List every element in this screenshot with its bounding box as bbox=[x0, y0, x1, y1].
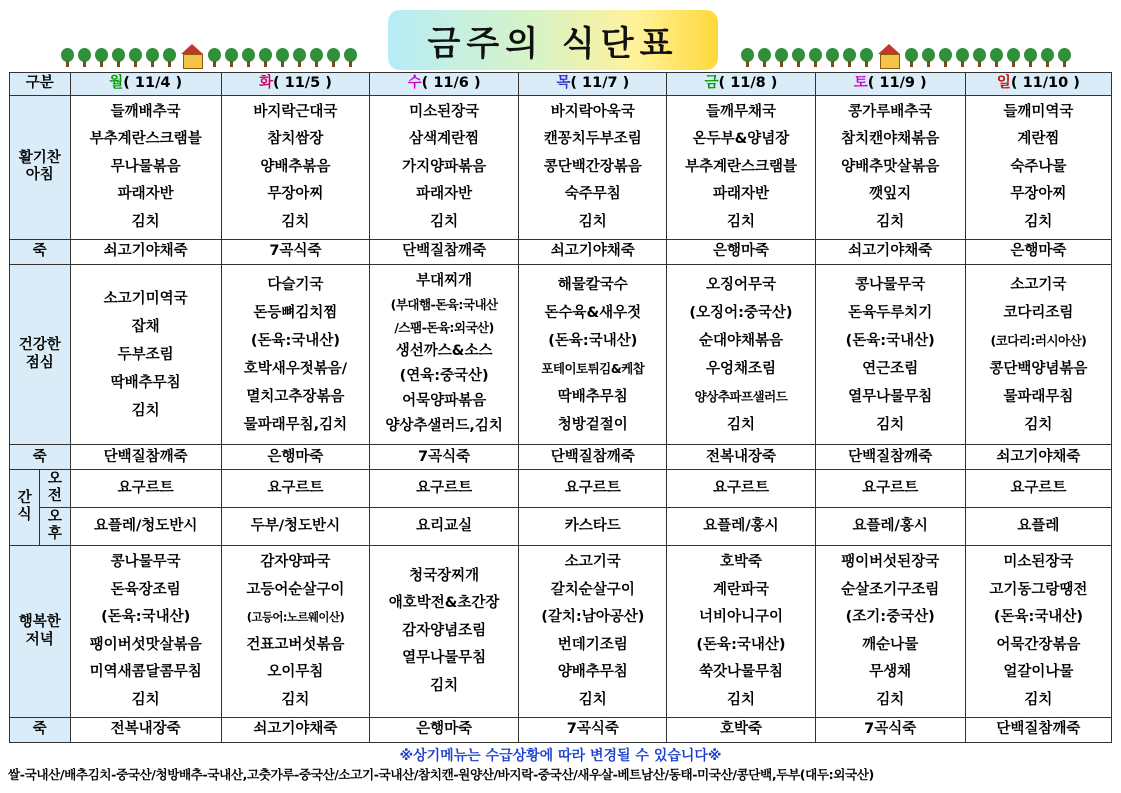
menu-item: 가지양파볶음 bbox=[402, 158, 487, 175]
snack-afternoon-row bbox=[10, 507, 1112, 545]
tree-icon bbox=[808, 48, 823, 68]
row-label-line: 행복한 bbox=[18, 614, 61, 631]
snack-item: 요플레 bbox=[965, 507, 1111, 545]
lunch-tue bbox=[221, 264, 369, 445]
menu-item: 계란찜 bbox=[1017, 131, 1060, 148]
tree-icon bbox=[326, 48, 341, 68]
snack-pm-label bbox=[40, 507, 70, 545]
day-name: 수 bbox=[407, 75, 422, 92]
snack-item: 요구르트 bbox=[815, 470, 965, 508]
menu-item: (오징어:중국산) bbox=[689, 304, 793, 321]
menu-item: 포테이토튀김&케찹 bbox=[541, 360, 645, 376]
porridge-item: 단백질참깨죽 bbox=[70, 445, 221, 470]
menu-item: 호박죽 bbox=[719, 554, 762, 571]
menu-item: 소고기미역국 bbox=[103, 290, 188, 307]
porridge-item: 쇠고기야채죽 bbox=[519, 240, 667, 265]
menu-item: 김치 bbox=[876, 213, 905, 230]
tree-icon bbox=[258, 48, 273, 68]
day-name: 목 bbox=[556, 75, 571, 92]
menu-item: 미역새콤달콤무침 bbox=[89, 664, 202, 681]
menu-item: /스팸-돈육:외국산) bbox=[394, 320, 494, 336]
day-name: 일 bbox=[996, 75, 1011, 92]
change-notice: ※상기메뉴는 수급상황에 따라 변경될 수 있습니다※ bbox=[399, 748, 722, 764]
menu-item: 미소된장국 bbox=[409, 103, 480, 120]
day-date: ( 11/5 ) bbox=[272, 75, 332, 92]
porridge-item: 전복내장죽 bbox=[70, 718, 221, 743]
dinner-tue bbox=[221, 545, 369, 717]
menu-item: 김치 bbox=[1024, 213, 1053, 230]
dinner-label bbox=[10, 545, 71, 717]
menu-item: (고등어:노르웨이산) bbox=[246, 610, 345, 625]
tree-icon bbox=[774, 48, 789, 68]
tree-icon bbox=[989, 48, 1004, 68]
menu-item: 김치 bbox=[131, 402, 160, 419]
snack-item: 요플레/홍시 bbox=[815, 507, 965, 545]
menu-item: 부대찌개 bbox=[416, 273, 473, 290]
menu-item: 어묵양파볶음 bbox=[402, 393, 487, 410]
menu-item: (갈치:남아공산) bbox=[541, 609, 645, 626]
menu-item: 다슬기국 bbox=[267, 276, 324, 293]
menu-item: 콩단백양념볶음 bbox=[989, 360, 1088, 377]
menu-item: 온두부&양념장 bbox=[692, 131, 790, 148]
tree-icon bbox=[224, 48, 239, 68]
tree-icon bbox=[292, 48, 307, 68]
menu-item: 너비아니구이 bbox=[698, 609, 783, 626]
menu-item: 돈등뼈김치찜 bbox=[253, 304, 338, 321]
row-label-line: 오 bbox=[47, 509, 62, 526]
menu-item: 바지락아욱국 bbox=[550, 103, 635, 120]
tree-icon bbox=[275, 48, 290, 68]
porridge-item: 쇠고기야채죽 bbox=[815, 240, 965, 265]
porridge-item: 7곡식죽 bbox=[815, 718, 965, 743]
tree-icon bbox=[94, 48, 109, 68]
snack-item: 요플레/홍시 bbox=[667, 507, 815, 545]
menu-item: 청국장찌개 bbox=[409, 567, 480, 584]
menu-item: 무생채 bbox=[869, 664, 912, 681]
menu-item: 무나물볶음 bbox=[110, 158, 181, 175]
lunch-label bbox=[10, 264, 71, 445]
porridge-item: 7곡식죽 bbox=[221, 240, 369, 265]
dinner-porridge-row bbox=[10, 718, 1112, 743]
menu-item: (부대햄-돈육:국내산 bbox=[390, 297, 498, 313]
porridge-item: 7곡식죽 bbox=[370, 445, 519, 470]
menu-item: 소고기국 bbox=[564, 554, 621, 571]
porridge-item: 쇠고기야채죽 bbox=[70, 240, 221, 265]
tree-icon bbox=[859, 48, 874, 68]
menu-item: 번데기조림 bbox=[557, 636, 628, 653]
tree-icon bbox=[791, 48, 806, 68]
menu-item: 양배추볶음 bbox=[260, 158, 331, 175]
menu-item: 삼색계란찜 bbox=[409, 131, 480, 148]
menu-item: 고등어순살구이 bbox=[246, 581, 345, 598]
menu-item: 깻잎지 bbox=[869, 186, 912, 203]
day-name: 토 bbox=[853, 75, 868, 92]
snack-label bbox=[10, 470, 40, 546]
snack-item: 두부/청도반시 bbox=[221, 507, 369, 545]
menu-item: (돈육:국내산) bbox=[548, 332, 638, 349]
porridge-item: 단백질참깨죽 bbox=[519, 445, 667, 470]
menu-item: 김치 bbox=[876, 416, 905, 433]
row-label-line: 간 bbox=[17, 490, 32, 507]
menu-item: 김치 bbox=[281, 691, 310, 708]
menu-item: 애호박전&초간장 bbox=[388, 595, 500, 612]
day-name: 월 bbox=[109, 75, 124, 92]
snack-item: 요구르트 bbox=[519, 470, 667, 508]
breakfast-thu bbox=[519, 95, 667, 240]
menu-item: 미소된장국 bbox=[1003, 554, 1074, 571]
origin-note: 쌀-국내산/배추김치-중국산/청방배추-국내산,고춧가루-중국산/소고기-국내산/참치캔-원양산/바지락-중국산/새우살-베트남산/동태-미국산/콩단백,두부(대두:외국산) bbox=[8, 767, 874, 782]
day-date: ( 11/4 ) bbox=[123, 75, 183, 92]
menu-item: 들깨배추국 bbox=[110, 103, 181, 120]
day-header-sun bbox=[965, 73, 1111, 96]
header-row bbox=[10, 73, 1112, 96]
menu-item: 돈육장조림 bbox=[110, 581, 181, 598]
day-header-mon bbox=[70, 73, 221, 96]
menu-item: (돈육:국내산) bbox=[250, 332, 340, 349]
menu-item: 팽이버섯된장국 bbox=[841, 554, 940, 571]
row-label-line: 후 bbox=[47, 526, 62, 543]
tree-icon bbox=[343, 48, 358, 68]
porridge-item: 은행마죽 bbox=[221, 445, 369, 470]
menu-item: 호박새우젓볶음/ bbox=[243, 360, 348, 377]
menu-item: 김치 bbox=[131, 691, 160, 708]
title-banner bbox=[388, 10, 718, 70]
menu-item: 열무나물무침 bbox=[402, 650, 487, 667]
menu-item: 고기동그랑땡전 bbox=[989, 581, 1088, 598]
porridge-label: 죽 bbox=[10, 445, 71, 470]
menu-item: 순살조기구조림 bbox=[841, 581, 940, 598]
tree-icon bbox=[309, 48, 324, 68]
porridge-item: 전복내장죽 bbox=[667, 445, 815, 470]
dinner-fri bbox=[667, 545, 815, 717]
snack-morning-row bbox=[10, 470, 1112, 508]
menu-item: 감자양념조림 bbox=[402, 622, 487, 639]
day-header-fri bbox=[667, 73, 815, 96]
day-name: 화 bbox=[258, 75, 273, 92]
menu-table bbox=[9, 72, 1112, 743]
menu-item: 계란파국 bbox=[712, 581, 769, 598]
breakfast-fri bbox=[667, 95, 815, 240]
menu-item: 참치쌈장 bbox=[267, 131, 324, 148]
lunch-row bbox=[10, 264, 1112, 445]
menu-item: 콩가루배추국 bbox=[848, 103, 933, 120]
lunch-thu bbox=[519, 264, 667, 445]
menu-item: 우엉채조림 bbox=[705, 360, 776, 377]
tree-icon bbox=[128, 48, 143, 68]
breakfast-label bbox=[10, 95, 71, 240]
breakfast-tue bbox=[221, 95, 369, 240]
lunch-sun bbox=[965, 264, 1111, 445]
menu-item: 소고기국 bbox=[1010, 276, 1067, 293]
menu-item: 콩나물무국 bbox=[855, 276, 926, 293]
day-date: ( 11/7 ) bbox=[570, 75, 630, 92]
row-label-line: 건강한 bbox=[18, 337, 61, 354]
breakfast-porridge-row bbox=[10, 240, 1112, 265]
tree-decoration-right bbox=[740, 42, 1072, 68]
menu-item: 부추계란스크램블 bbox=[684, 158, 797, 175]
menu-item: 연근조림 bbox=[862, 360, 919, 377]
lunch-porridge-row bbox=[10, 445, 1112, 470]
breakfast-row bbox=[10, 95, 1112, 240]
porridge-item: 은행마죽 bbox=[370, 718, 519, 743]
menu-item: 김치 bbox=[281, 213, 310, 230]
dinner-thu bbox=[519, 545, 667, 717]
row-label-line: 저녁 bbox=[25, 631, 54, 648]
page-title: 금주의 식단표 bbox=[427, 23, 679, 64]
snack-am-label bbox=[40, 470, 70, 508]
menu-item: 캔꽁치두부조림 bbox=[543, 131, 642, 148]
menu-item: 딱배추무침 bbox=[557, 388, 628, 405]
lunch-wed bbox=[370, 264, 519, 445]
row-label-line: 오 bbox=[47, 471, 62, 488]
menu-item: 오이무침 bbox=[267, 664, 324, 681]
menu-item: 콩단백간장볶음 bbox=[543, 158, 642, 175]
tree-icon bbox=[972, 48, 987, 68]
menu-item: 김치 bbox=[726, 416, 755, 433]
menu-item: 김치 bbox=[131, 213, 160, 230]
menu-item: 오징어무국 bbox=[705, 276, 776, 293]
porridge-item: 은행마죽 bbox=[667, 240, 815, 265]
lunch-mon bbox=[70, 264, 221, 445]
porridge-item: 단백질참깨죽 bbox=[965, 718, 1111, 743]
row-label-line: 전 bbox=[47, 488, 62, 505]
tree-icon bbox=[757, 48, 772, 68]
menu-item: 물파래무침,김치 bbox=[243, 416, 348, 433]
house-icon bbox=[181, 44, 203, 68]
menu-item: 김치 bbox=[1024, 691, 1053, 708]
menu-item: 김치 bbox=[726, 213, 755, 230]
dinner-mon bbox=[70, 545, 221, 717]
porridge-item: 7곡식죽 bbox=[519, 718, 667, 743]
tree-icon bbox=[1040, 48, 1055, 68]
menu-item: (조기:중국산) bbox=[845, 609, 935, 626]
day-header-wed bbox=[370, 73, 519, 96]
day-name: 금 bbox=[704, 75, 719, 92]
menu-item: 김치 bbox=[876, 691, 905, 708]
snack-item: 요구르트 bbox=[221, 470, 369, 508]
menu-item: 건표고버섯볶음 bbox=[246, 636, 345, 653]
menu-item: 깨순나물 bbox=[862, 636, 919, 653]
tree-icon bbox=[740, 48, 755, 68]
day-date: ( 11/10 ) bbox=[1010, 75, 1080, 92]
tree-icon bbox=[162, 48, 177, 68]
menu-item: 파래자반 bbox=[416, 186, 473, 203]
day-date: ( 11/8 ) bbox=[718, 75, 778, 92]
breakfast-wed bbox=[370, 95, 519, 240]
snack-item: 요구르트 bbox=[667, 470, 815, 508]
porridge-item: 단백질참깨죽 bbox=[370, 240, 519, 265]
menu-item: 두부조림 bbox=[117, 346, 174, 363]
menu-item: 무장아찌 bbox=[267, 186, 324, 203]
snack-item: 요리교실 bbox=[370, 507, 519, 545]
porridge-item: 단백질참깨죽 bbox=[815, 445, 965, 470]
day-header-thu bbox=[519, 73, 667, 96]
menu-item: 쑥갓나물무침 bbox=[698, 664, 783, 681]
snack-item: 요구르트 bbox=[965, 470, 1111, 508]
dinner-sun bbox=[965, 545, 1111, 717]
header-label: 구분 bbox=[10, 73, 71, 96]
tree-icon bbox=[207, 48, 222, 68]
snack-item: 카스타드 bbox=[519, 507, 667, 545]
menu-item: 양상추샐러드,김치 bbox=[385, 418, 503, 435]
house-icon bbox=[878, 44, 900, 68]
menu-item: 돈육두루치기 bbox=[848, 304, 933, 321]
lunch-fri bbox=[667, 264, 815, 445]
breakfast-sun bbox=[965, 95, 1111, 240]
tree-icon bbox=[1006, 48, 1021, 68]
menu-item: 김치 bbox=[578, 691, 607, 708]
menu-item: (코다리:러시아산) bbox=[990, 332, 1087, 348]
menu-item: 어묵간장볶음 bbox=[996, 636, 1081, 653]
breakfast-mon bbox=[70, 95, 221, 240]
snack-item: 요플레/청도반시 bbox=[70, 507, 221, 545]
menu-item: 참치캔야채볶음 bbox=[841, 131, 940, 148]
tree-icon bbox=[904, 48, 919, 68]
day-header-tue bbox=[221, 73, 369, 96]
menu-item: 숙주무침 bbox=[564, 186, 621, 203]
tree-icon bbox=[955, 48, 970, 68]
tree-icon bbox=[77, 48, 92, 68]
menu-item: 숙주나물 bbox=[1010, 158, 1067, 175]
menu-item: (돈육:국내산) bbox=[101, 609, 191, 626]
menu-item: 김치 bbox=[430, 213, 459, 230]
snack-item: 요구르트 bbox=[370, 470, 519, 508]
menu-item: 파래자반 bbox=[117, 186, 174, 203]
day-date: ( 11/9 ) bbox=[867, 75, 927, 92]
menu-item: (돈육:국내산) bbox=[696, 636, 786, 653]
row-label-line: 활기찬 bbox=[18, 150, 61, 166]
menu-item: 양배추맛살볶음 bbox=[841, 158, 940, 175]
tree-icon bbox=[145, 48, 160, 68]
menu-item: 순대야채볶음 bbox=[698, 332, 783, 349]
menu-item: 코다리조림 bbox=[1003, 304, 1074, 321]
day-date: ( 11/6 ) bbox=[421, 75, 481, 92]
porridge-item: 은행마죽 bbox=[965, 240, 1111, 265]
menu-item: 양배추무침 bbox=[557, 664, 628, 681]
row-label-line: 아침 bbox=[25, 167, 54, 184]
porridge-label: 죽 bbox=[10, 240, 71, 265]
day-header-sat bbox=[815, 73, 965, 96]
tree-decoration-left bbox=[60, 42, 358, 68]
tree-icon bbox=[1023, 48, 1038, 68]
menu-item: 돈수육&새우젓 bbox=[544, 304, 642, 321]
menu-item: (돈육:국내산) bbox=[993, 609, 1083, 626]
menu-item: 딱배추무침 bbox=[110, 374, 181, 391]
menu-item: 양상추파프샐러드 bbox=[694, 388, 788, 404]
tree-icon bbox=[1057, 48, 1072, 68]
tree-icon bbox=[111, 48, 126, 68]
menu-item: 콩나물무국 bbox=[110, 554, 181, 571]
menu-item: 바지락근대국 bbox=[253, 103, 338, 120]
menu-item: (연육:중국산) bbox=[399, 368, 489, 385]
menu-item: 파래자반 bbox=[712, 186, 769, 203]
menu-item: 생선까스&소스 bbox=[395, 343, 493, 360]
menu-item: 무장아찌 bbox=[1010, 186, 1067, 203]
menu-item: (돈육:국내산) bbox=[845, 332, 935, 349]
menu-item: 열무나물무침 bbox=[848, 388, 933, 405]
porridge-item: 호박죽 bbox=[667, 718, 815, 743]
row-label-line: 점심 bbox=[25, 354, 54, 371]
menu-item: 감자양파국 bbox=[260, 554, 331, 571]
porridge-item: 쇠고기야채죽 bbox=[965, 445, 1111, 470]
menu-item: 김치 bbox=[578, 213, 607, 230]
menu-item: 들깨무채국 bbox=[705, 103, 776, 120]
porridge-label: 죽 bbox=[10, 718, 71, 743]
menu-item: 김치 bbox=[430, 677, 459, 694]
tree-icon bbox=[938, 48, 953, 68]
menu-item: 김치 bbox=[726, 691, 755, 708]
tree-icon bbox=[842, 48, 857, 68]
menu-item: 갈치순살구이 bbox=[550, 581, 635, 598]
menu-item: 멸치고추장볶음 bbox=[246, 388, 345, 405]
tree-icon bbox=[921, 48, 936, 68]
menu-item: 팽이버섯맛살볶음 bbox=[89, 636, 202, 653]
lunch-sat bbox=[815, 264, 965, 445]
menu-item: 들깨미역국 bbox=[1003, 103, 1074, 120]
dinner-sat bbox=[815, 545, 965, 717]
dinner-wed bbox=[370, 545, 519, 717]
row-label-line: 식 bbox=[17, 507, 32, 524]
menu-item: 물파래무침 bbox=[1003, 388, 1074, 405]
menu-item: 얼갈이나물 bbox=[1003, 664, 1074, 681]
menu-item: 청방겉절이 bbox=[557, 416, 628, 433]
snack-item: 요구르트 bbox=[70, 470, 221, 508]
menu-item: 해물칼국수 bbox=[557, 276, 628, 293]
menu-item: 김치 bbox=[1024, 416, 1053, 433]
tree-icon bbox=[241, 48, 256, 68]
tree-icon bbox=[60, 48, 75, 68]
dinner-row bbox=[10, 545, 1112, 717]
menu-item: 부추계란스크램블 bbox=[89, 131, 202, 148]
menu-item: 잡채 bbox=[131, 318, 160, 335]
breakfast-sat bbox=[815, 95, 965, 240]
tree-icon bbox=[825, 48, 840, 68]
porridge-item: 쇠고기야채죽 bbox=[221, 718, 369, 743]
